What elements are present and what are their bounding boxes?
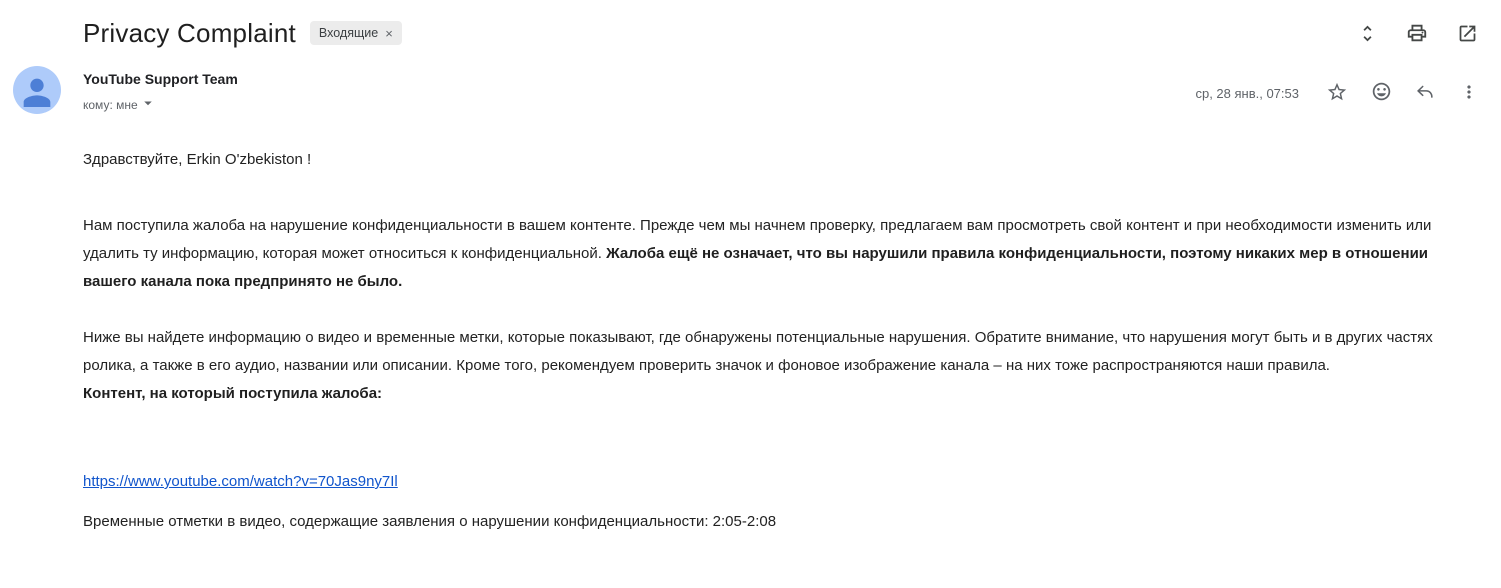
video-link-line (83, 468, 1439, 496)
expand-icon (1357, 23, 1378, 44)
sender-info (83, 63, 238, 115)
message-actions (1195, 63, 1501, 113)
page-title: Privacy Complaint (83, 17, 296, 48)
star-button[interactable] (1315, 73, 1359, 113)
message-date: ср, 28 янв., 07:53 (1195, 85, 1299, 101)
video-link[interactable]: https://www.youtube.com/watch?v=70Jas9ny7Il (83, 473, 398, 490)
printer-icon (1406, 22, 1428, 44)
paragraph-details: Ниже вы найдете информацию о видео и временные метки, которые показывают, где обнаружены потенциальные нарушения. Обратите внимание, что нарушения могут быть и в других частях ролика, а также в его аудио, названии или описании. Кроме того, рекомендуем проверить значок и фоновое изображение канала – на них тоже распространяются наши правила. (83, 329, 1433, 374)
reply-button[interactable] (1403, 73, 1447, 113)
more-vertical-icon (1459, 82, 1479, 105)
subject-row (0, 0, 1501, 56)
inbox-label-text: Входящие (318, 26, 379, 40)
emoji-reaction-icon (1371, 81, 1392, 105)
expand-all-button[interactable] (1355, 21, 1379, 45)
message-header (0, 63, 1501, 121)
content-heading: Контент, на который поступила жалоба: (83, 385, 383, 402)
emoji-reaction-button[interactable] (1359, 73, 1403, 113)
label-remove-icon[interactable]: × (385, 25, 393, 41)
star-icon (1326, 81, 1348, 106)
print-button[interactable] (1405, 21, 1429, 45)
sender-name: YouTube Support Team (83, 71, 238, 87)
paragraph-complaint-bold: Жалоба ещё не означает, что вы нарушили правила конфиденциальности, поэтому никаких мер в отношении вашего канала пока предпринято не было. (83, 245, 1429, 290)
recipient-dropdown[interactable] (83, 94, 157, 115)
reply-icon (1414, 81, 1436, 106)
avatar[interactable] (13, 66, 61, 114)
inbox-label-chip[interactable] (310, 21, 402, 45)
timestamps-line: Временные отметки в видео, содержащие заявления о нарушении конфиденциальности: 2:05-2:08 (83, 513, 777, 530)
subject-toolbar (1355, 21, 1479, 45)
paragraph-complaint (83, 212, 1439, 296)
open-in-new-window-button[interactable] (1455, 21, 1479, 45)
open-in-new-icon (1457, 23, 1478, 44)
more-button[interactable] (1447, 73, 1491, 113)
chevron-down-icon (139, 94, 157, 115)
greeting-text: Здравствуйте, Erkin O'zbekiston ! (83, 151, 312, 168)
paragraph-complaint-normal: Нам поступила жалоба на нарушение конфиденциальности в вашем контенте. Прежде чем мы начнем проверку, предлагаем вам просмотреть свой контент и при необходимости изменить или удалить ту информацию, которая может относиться к конфиденциальной. (83, 217, 1432, 262)
email-body (83, 146, 1439, 536)
recipient-label: кому: мне (83, 97, 138, 112)
